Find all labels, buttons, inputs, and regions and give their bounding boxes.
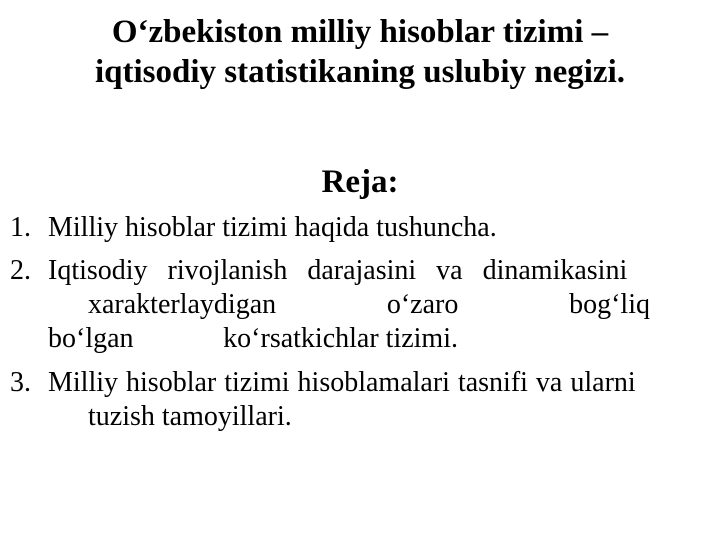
plan-item-3-line-1: Milliy hisoblar tizimi hisoblamalari tasnifi va ularni — [48, 367, 636, 398]
plan-heading: Reja: — [321, 164, 399, 200]
plan-item-1-number: 1. — [10, 212, 31, 243]
slide-title-line-1: O‘zbekiston milliy hisoblar tizimi – — [111, 14, 609, 50]
plan-item-2-line-2-word-3: bog‘liq — [569, 289, 650, 320]
plan-item-2-number: 2. — [10, 255, 31, 286]
plan-item-2-line-2-word-2: o‘zaro — [386, 289, 459, 320]
plan-item-3-number: 3. — [10, 367, 31, 398]
plan-item-2-line-1: Iqtisodiy rivojlanish darajasini va dinamikasini — [48, 255, 628, 286]
plan-item-2-line-2 — [88, 288, 650, 322]
plan-item-2-line-3-rest: ko‘rsatkichlar tizimi. — [223, 323, 458, 354]
slide-title-line-2: iqtisodiy statistikaning uslubiy negizi. — [95, 54, 625, 90]
plan-item-2-line-3 — [48, 322, 458, 356]
plan-item-3-line-2: tuzish tamoyillari. — [88, 401, 292, 432]
plan-item-2-line-2-word-1: xarakterlaydigan — [88, 289, 277, 320]
plan-item-1-text: Milliy hisoblar tizimi haqida tushuncha. — [48, 212, 497, 243]
plan-item-2-line-3-word-1: bo‘lgan — [48, 323, 134, 354]
slide-title — [0, 12, 720, 92]
